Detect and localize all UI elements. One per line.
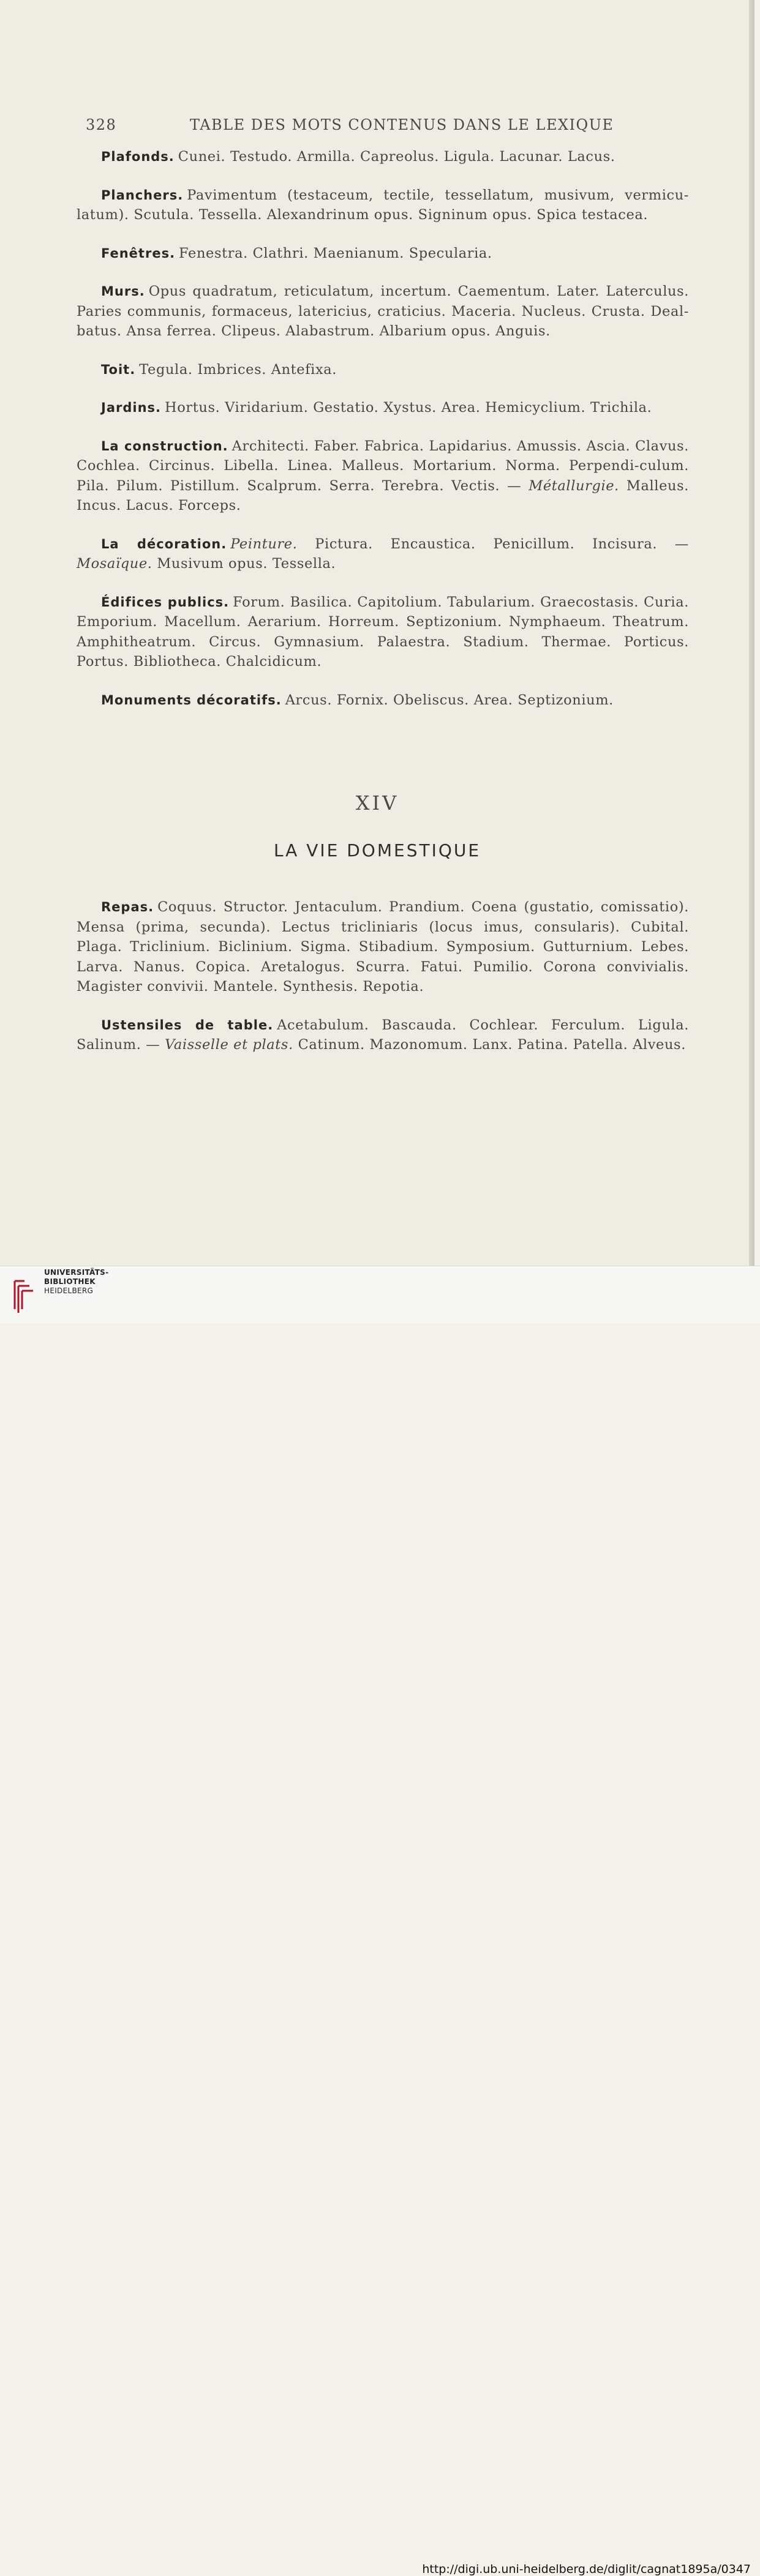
entry-head: Planchers. xyxy=(101,187,184,203)
entry-head: Plafonds. xyxy=(101,149,175,164)
entry-murs xyxy=(77,282,689,342)
entry-italic: Mosaïque. xyxy=(77,556,152,572)
entry-text: Coquus. Structor. Jentaculum. Prandium. Coena (gustatio, comissatio). Mensa (prima, secunda). Lectus tricliniaris (locus imus, consularis). Cubital. Plaga. Triclinium. Biclinium. Sigma. Stibadium. Symposium. Gutturnium. Lebes. Larva. Nanus. Copica. Aretalogus. Scurra. Fatui. Pumilio. Corona convivialis. Magister convivii. Mantele. Synthesis. Repotia. xyxy=(77,899,689,995)
entry-text: Catinum. Mazonomum. Lanx. Patina. Patella. Alveus. xyxy=(293,1037,686,1053)
page-edge-shadow xyxy=(749,0,754,1266)
entry-edifices xyxy=(77,592,689,672)
entry-list-2 xyxy=(77,897,689,1073)
entry-decoration xyxy=(77,534,689,574)
library-name-line: BIBLIOTHEK xyxy=(44,1277,96,1286)
entry-text: Tegula. Imbrices. Antefixa. xyxy=(139,361,337,378)
entry-text: Malleus. Incus. Lacus. Forceps. xyxy=(77,477,689,513)
entry-text: Hortus. Viridarium. Gestatio. Xystus. Area. Hemicyclium. Trichila. xyxy=(165,400,652,416)
entry-text: Cunei. Testudo. Armilla. Capreolus. Ligula. Lacunar. Lacus. xyxy=(178,149,615,165)
entry-plafonds xyxy=(77,147,689,167)
entry-head: Jardins. xyxy=(101,400,161,415)
library-footer xyxy=(0,1266,760,2576)
book-page xyxy=(0,0,754,1266)
entry-italic: Peinture. xyxy=(230,536,298,552)
library-name xyxy=(44,1268,108,1296)
section-number: XIV xyxy=(355,791,399,815)
entry-head: La décoration. xyxy=(101,536,227,551)
entry-text: Acetabulum. Bascauda. Cochlear. Ferculum. Ligula. Salinum. — xyxy=(77,1017,689,1053)
entry-head: Ustensiles de table. xyxy=(101,1017,274,1032)
entry-italic: Vaisselle et plats. xyxy=(165,1037,293,1053)
entry-italic: Métallurgie. xyxy=(529,477,619,494)
entry-text: Forum. Basilica. Capitolium. Tabularium. Graecostasis. Curia. Emporium. Macellum. Aerarium. Horreum. Septizonium. Nymphaeum. Theatrum. Amphitheatrum. Circus. Gymnasium. Palaestra. Stadium. Thermae. Porticus. Portus. Bibliotheca. Chalcidicum. xyxy=(77,594,689,670)
running-title: TABLE DES MOTS CONTENUS DANS LE LEXIQUE xyxy=(190,116,614,133)
entry-head: Édifices publics. xyxy=(101,594,230,610)
page-number: 328 xyxy=(86,116,117,133)
entry-text: Arcus. Fornix. Obeliscus. Area. Septizonium. xyxy=(285,692,614,708)
entry-text: Fenestra. Clathri. Maenianum. Specularia. xyxy=(179,245,492,261)
entry-head: Fenêtres. xyxy=(101,245,176,261)
entry-text: Architecti. Faber. Fabrica. Lapidarius. Amussis. Ascia. Clavus. Cochlea. Circinus. Libella. Linea. Malleus. Mortarium. Norma. Perpendi-culum. Pila. Pilum. Pistillum. Scalprum. Serra. Terebra. Vectis. — xyxy=(77,438,690,494)
entry-text: Pavimentum (testaceum, tectile, tessellatum, musivum, vermicu-latum). Scutula. Tessella. Alexandrinum opus. Signinum opus. Spica testacea. xyxy=(77,187,689,223)
entry-monuments xyxy=(77,690,689,711)
source-url-link[interactable]: http://digi.ub.uni-heidelberg.de/diglit/cagnat1895a/0347 xyxy=(422,2563,751,2576)
entry-construction xyxy=(77,436,689,516)
entry-ustensiles xyxy=(77,1015,689,1055)
entry-head: Murs. xyxy=(101,284,145,299)
entry-list xyxy=(77,147,689,728)
entry-text: Opus quadratum, reticulatum, incertum. Caementum. Later. Laterculus. Paries communis, formaceus, latericius, craticius. Maceria. Nucleus. Crusta. Deal-batus. Ansa ferrea. Clipeus. Alabastrum. Albarium opus. Anguis. xyxy=(77,283,689,339)
entry-text: Musivum opus. Tessella. xyxy=(152,556,336,572)
entry-repas xyxy=(77,897,689,997)
entry-head: Toit. xyxy=(101,362,136,377)
entry-jardins xyxy=(77,398,689,418)
library-name-line: HEIDELBERG xyxy=(44,1286,94,1295)
entry-head: La construction. xyxy=(101,438,228,454)
section-title: LA VIE DOMESTIQUE xyxy=(273,840,481,861)
entry-text: Pictura. Encaustica. Penicillum. Incisura. — xyxy=(297,536,689,552)
running-head xyxy=(86,116,614,138)
entry-toit xyxy=(77,360,689,380)
entry-planchers xyxy=(77,185,689,225)
entry-head: Repas. xyxy=(101,900,154,914)
entry-fenetres xyxy=(77,244,689,264)
library-name-line: UNIVERSITÄTS- xyxy=(44,1268,109,1277)
entry-head: Monuments décoratifs. xyxy=(101,692,282,707)
library-logo-icon xyxy=(9,1277,36,1314)
